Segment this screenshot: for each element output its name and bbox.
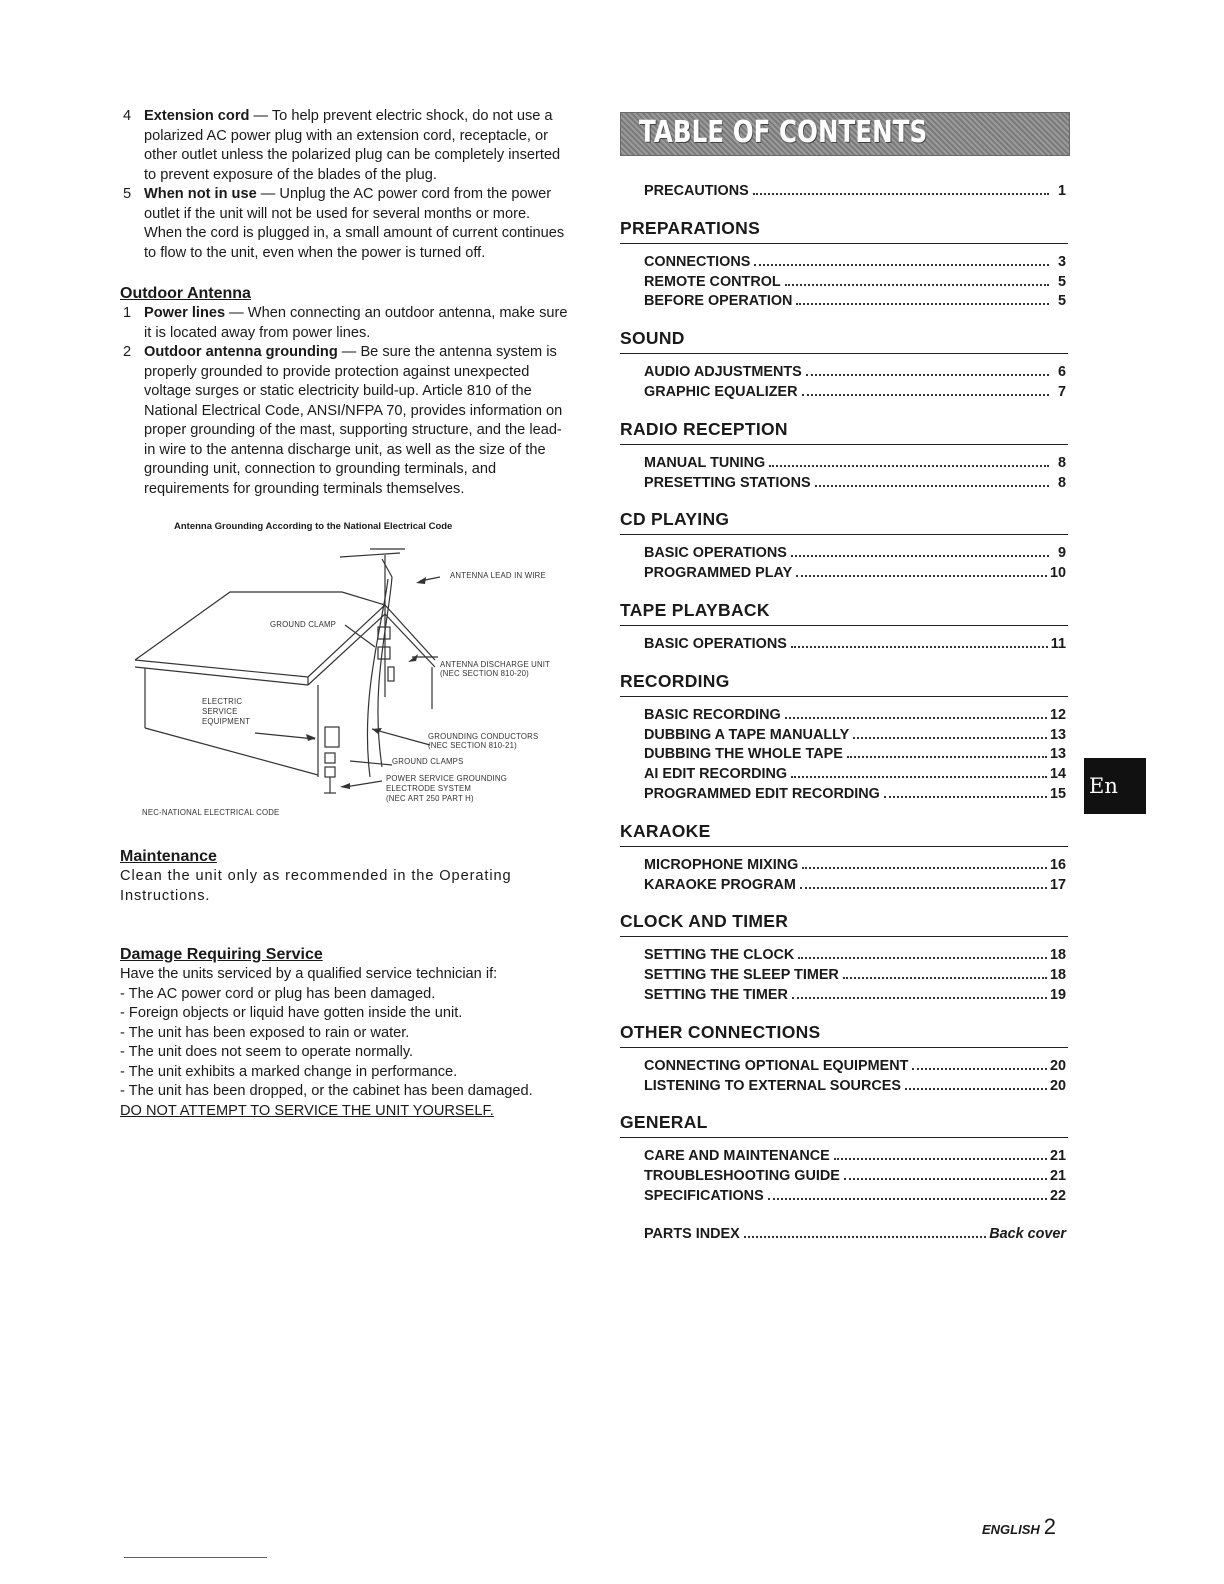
list-item	[120, 107, 572, 185]
dot-leader	[796, 303, 1049, 305]
dot-leader	[815, 485, 1049, 487]
dot-leader	[791, 776, 1047, 778]
toc-entry[interactable]	[644, 363, 1066, 383]
toc-section-heading: OTHER CONNECTIONS	[620, 1022, 1068, 1048]
toc-entry-page: 17	[1049, 876, 1066, 893]
toc-entry-page: 13	[1049, 746, 1066, 763]
dot-leader	[853, 737, 1047, 739]
toc-entry-title: CARE AND MAINTENANCE	[644, 1148, 830, 1165]
toc-entry-page: 19	[1049, 986, 1066, 1003]
outdoor-antenna-heading: Outdoor Antenna	[120, 285, 251, 302]
toc-entry-title: BASIC OPERATIONS	[644, 635, 787, 652]
label-discharge-section: (NEC SECTION 810-20)	[440, 669, 529, 678]
toc-entry-page: 18	[1049, 967, 1066, 984]
damage-heading: Damage Requiring Service	[120, 946, 323, 963]
dot-leader	[834, 1158, 1047, 1160]
item-title: Power lines	[144, 305, 226, 321]
dot-leader	[802, 394, 1049, 396]
list-item: - The unit exhibits a marked change in performance.	[120, 1063, 458, 1080]
label-conductors-section: (NEC SECTION 810-21)	[428, 741, 517, 750]
toc-entry-page: 20	[1049, 1057, 1066, 1074]
toc-section	[620, 419, 1072, 494]
item-number: 4	[123, 108, 132, 124]
item-number: 1	[123, 305, 132, 321]
list-item: - Foreign objects or liquid have gotten inside the unit.	[120, 1005, 463, 1021]
toc-entry-precautions[interactable]	[644, 182, 1066, 202]
list-item: - The unit has been exposed to rain or water.	[120, 1024, 410, 1041]
label-ground-clamp: GROUND CLAMP	[270, 620, 337, 629]
toc-entry-title: AI EDIT RECORDING	[644, 766, 788, 783]
damage-list	[120, 985, 572, 1102]
left-column	[120, 107, 572, 1121]
toc-entry[interactable]	[644, 706, 1066, 726]
item-text: — To help prevent electric shock, do not use a polarized AC power plug with an extension cord, receptacle, or other outlet unless the polarized plug can be completely inserted to prevent exposure of the blades of the plug.	[144, 108, 561, 183]
toc-entry-page: 16	[1049, 856, 1066, 873]
toc-entry[interactable]	[644, 383, 1066, 403]
toc-entry[interactable]	[644, 544, 1066, 564]
toc-banner	[620, 112, 1070, 156]
label-ground-clamps: GROUND CLAMPS	[392, 757, 464, 766]
diagram-caption: Antenna Grounding According to the National Electrical Code	[174, 521, 453, 532]
toc-entry[interactable]	[644, 876, 1066, 896]
page-footer	[982, 1514, 1056, 1540]
toc-section-heading: CLOCK AND TIMER	[620, 911, 1068, 937]
toc-entry-title: PRESETTING STATIONS	[644, 474, 811, 491]
dot-leader	[791, 555, 1049, 557]
dot-leader	[792, 997, 1047, 999]
service-warning: DO NOT ATTEMPT TO SERVICE THE UNIT YOURSELF.	[120, 1102, 494, 1119]
toc-entry[interactable]	[644, 454, 1066, 474]
toc-entry[interactable]	[644, 1077, 1066, 1097]
toc-entry[interactable]	[644, 1187, 1066, 1207]
link-underline	[124, 1557, 267, 1558]
dot-leader	[884, 796, 1047, 798]
toc-entry-title: KARAOKE PROGRAM	[644, 876, 796, 893]
toc-entry-page: 11	[1050, 635, 1066, 652]
toc-entry-page: 15	[1049, 785, 1066, 802]
toc-entry-page: 7	[1057, 383, 1066, 400]
language-tab: En	[1084, 758, 1146, 814]
dot-leader	[798, 957, 1047, 959]
toc-entry-page: 14	[1049, 766, 1066, 783]
toc-section	[620, 1022, 1072, 1097]
label-equipment: EQUIPMENT	[202, 717, 251, 726]
toc-section	[620, 821, 1072, 896]
dot-leader	[802, 867, 1047, 869]
toc-entry-page: 13	[1049, 726, 1066, 743]
item-title: Outdoor antenna grounding	[144, 344, 338, 360]
toc-entry[interactable]	[644, 765, 1066, 785]
toc-section	[620, 911, 1072, 1005]
footer-language: ENGLISH	[982, 1522, 1040, 1537]
toc-entry[interactable]	[644, 253, 1066, 273]
toc-entry-title: MANUAL TUNING	[644, 454, 766, 471]
dot-leader	[806, 374, 1049, 376]
toc-entry-title: AUDIO ADJUSTMENTS	[644, 364, 802, 381]
toc-section	[620, 218, 1072, 312]
toc-entry[interactable]	[644, 745, 1066, 765]
toc-entry-title: SETTING THE TIMER	[644, 986, 788, 1003]
item-title: When not in use	[144, 186, 257, 202]
dot-leader	[847, 756, 1047, 758]
label-lead-in: ANTENNA LEAD IN WIRE	[450, 571, 546, 580]
toc-entry-title: SPECIFICATIONS	[644, 1187, 764, 1204]
toc-entry[interactable]	[644, 1147, 1066, 1167]
toc-entry-page: 6	[1057, 364, 1066, 381]
toc-title: TABLE OF CONTENTS	[639, 115, 928, 150]
toc-entry-title: TROUBLESHOOTING GUIDE	[644, 1168, 840, 1185]
label-power-service: POWER SERVICE GROUNDING	[386, 774, 507, 783]
toc-entry-title: PROGRAMMED EDIT RECORDING	[644, 785, 880, 802]
toc-entry[interactable]	[644, 966, 1066, 986]
table-of-contents	[620, 112, 1072, 1245]
dot-leader	[800, 887, 1047, 889]
dot-leader	[796, 575, 1047, 577]
toc-section	[620, 1112, 1072, 1206]
item-number: 2	[123, 344, 132, 360]
toc-entry-page: 12	[1049, 706, 1066, 723]
dot-leader	[843, 977, 1047, 979]
toc-entry[interactable]	[644, 1057, 1066, 1077]
toc-entry-page: 18	[1049, 947, 1066, 964]
toc-section-heading: SOUND	[620, 328, 1068, 354]
dot-leader	[912, 1068, 1047, 1070]
toc-entry-title: PARTS INDEX	[644, 1225, 740, 1242]
toc-entry-page: 1	[1057, 183, 1066, 199]
toc-section-heading: TAPE PLAYBACK	[620, 600, 1068, 626]
toc-section	[620, 600, 1072, 655]
toc-entry-page: 9	[1057, 545, 1066, 562]
toc-entry[interactable]	[644, 726, 1066, 746]
toc-entry-page: 5	[1057, 293, 1066, 310]
item-title: Extension cord	[144, 108, 250, 124]
toc-section-heading: RADIO RECEPTION	[620, 419, 1068, 445]
toc-entry[interactable]	[644, 635, 1066, 655]
list-item: - The unit does not seem to operate normally.	[120, 1044, 414, 1060]
dot-leader	[785, 284, 1049, 286]
toc-entry-title: PROGRAMMED PLAY	[644, 565, 793, 582]
toc-entry-title: CONNECTIONS	[644, 253, 751, 270]
toc-entry-page: 21	[1049, 1168, 1066, 1185]
toc-section	[620, 328, 1072, 403]
damage-intro: Have the units serviced by a qualified service technician if:	[120, 966, 498, 982]
toc-entry-page: 22	[1049, 1187, 1066, 1204]
dot-leader	[768, 1198, 1047, 1200]
toc-section	[620, 671, 1072, 805]
toc-section-heading: KARAOKE	[620, 821, 1068, 847]
label-grounding-conductors: GROUNDING CONDUCTORS	[428, 732, 539, 741]
maintenance-text: Clean the unit only as recommended in the Operating Instructions.	[120, 868, 512, 904]
toc-entry-page: 20	[1049, 1077, 1066, 1094]
toc-entry-title: SETTING THE CLOCK	[644, 947, 795, 964]
toc-entry-title: PRECAUTIONS	[644, 183, 749, 199]
list-item	[120, 185, 572, 263]
toc-groups	[620, 218, 1072, 1207]
toc-entry[interactable]	[644, 986, 1066, 1006]
dot-leader	[753, 193, 1049, 195]
toc-entry-title: SETTING THE SLEEP TIMER	[644, 967, 839, 984]
page-number: 2	[1043, 1514, 1057, 1539]
toc-entry-parts-index[interactable]	[644, 1225, 1066, 1245]
list-item: - The unit has been dropped, or the cabinet has been damaged.	[120, 1083, 533, 1099]
label-discharge-unit: ANTENNA DISCHARGE UNIT	[440, 660, 551, 669]
toc-entry-title: DUBBING A TAPE MANUALLY	[644, 726, 850, 743]
label-nec: NEC-NATIONAL ELECTRICAL CODE	[142, 808, 280, 817]
toc-entry-title: GRAPHIC EQUALIZER	[644, 383, 798, 400]
dot-leader	[744, 1236, 987, 1238]
toc-entry[interactable]	[644, 564, 1066, 584]
toc-entry-page: 10	[1049, 565, 1066, 582]
toc-section-heading: GENERAL	[620, 1112, 1068, 1138]
item-text: — When connecting an outdoor antenna, make sure it is located away from power lines.	[144, 305, 568, 341]
toc-entry[interactable]	[644, 273, 1066, 293]
toc-entry-page: 8	[1057, 474, 1066, 491]
item-number: 5	[123, 186, 132, 202]
toc-section-heading: PREPARATIONS	[620, 218, 1068, 244]
dot-leader	[791, 646, 1048, 648]
toc-entry-title: BASIC RECORDING	[644, 706, 781, 723]
toc-entry[interactable]	[644, 785, 1066, 805]
toc-entry-page: Back cover	[989, 1225, 1066, 1242]
toc-entry-title: LISTENING TO EXTERNAL SOURCES	[644, 1077, 901, 1094]
toc-section-heading: CD PLAYING	[620, 509, 1068, 535]
antenna-grounding-diagram	[120, 517, 572, 847]
toc-entry-title: MICROPHONE MIXING	[644, 856, 799, 873]
dot-leader	[769, 465, 1049, 467]
toc-entry-title: BASIC OPERATIONS	[644, 545, 787, 562]
toc-entry-title: REMOTE CONTROL	[644, 273, 781, 290]
toc-entry-title: CONNECTING OPTIONAL EQUIPMENT	[644, 1057, 909, 1074]
toc-entry-page: 8	[1057, 454, 1066, 471]
toc-entry[interactable]	[644, 292, 1066, 312]
item-text: — Unplug the AC power cord from the power outlet if the unit will not be used for several months or more. When the cord is plugged in, a small amount of current continues to flow to the unit, even when the power is turned off.	[144, 186, 565, 261]
toc-entry-page: 5	[1057, 273, 1066, 290]
toc-entry-page: 21	[1049, 1148, 1066, 1165]
item-text: — Be sure the antenna system is properly grounded to provide protection against unexpected voltage surges or static electricity build-up. Article 810 of the National Electrical Code, ANSI/NFPA 70, provides information on proper grounding of the mast, supporting structure, and the lead-in wire to the antenna discharge unit, as well as the size of the grounding unit, connection to grounding terminals, and requirements for grounding terminals themselves.	[144, 344, 563, 497]
toc-section	[620, 509, 1072, 584]
dot-leader	[785, 717, 1047, 719]
house-illustration	[120, 517, 572, 847]
label-service: SERVICE	[202, 707, 238, 716]
toc-entry[interactable]	[644, 856, 1066, 876]
list-item	[120, 304, 572, 343]
list-item: - The AC power cord or plug has been damaged.	[120, 985, 436, 1002]
label-electrode-system: ELECTRODE SYSTEM	[386, 784, 472, 793]
list-item	[120, 343, 572, 499]
toc-entry-page: 3	[1057, 253, 1066, 270]
dot-leader	[844, 1178, 1047, 1180]
toc-entry[interactable]	[644, 946, 1066, 966]
label-nec-art: (NEC ART 250 PART H)	[386, 794, 474, 803]
label-electric: ELECTRIC	[202, 697, 243, 706]
toc-entry-title: BEFORE OPERATION	[644, 293, 793, 310]
maintenance-heading: Maintenance	[120, 848, 217, 865]
dot-leader	[905, 1088, 1047, 1090]
toc-entry[interactable]	[644, 474, 1066, 494]
toc-section-heading: RECORDING	[620, 671, 1068, 697]
dot-leader	[754, 264, 1049, 266]
toc-entry-title: DUBBING THE WHOLE TAPE	[644, 746, 843, 763]
toc-entry[interactable]	[644, 1167, 1066, 1187]
